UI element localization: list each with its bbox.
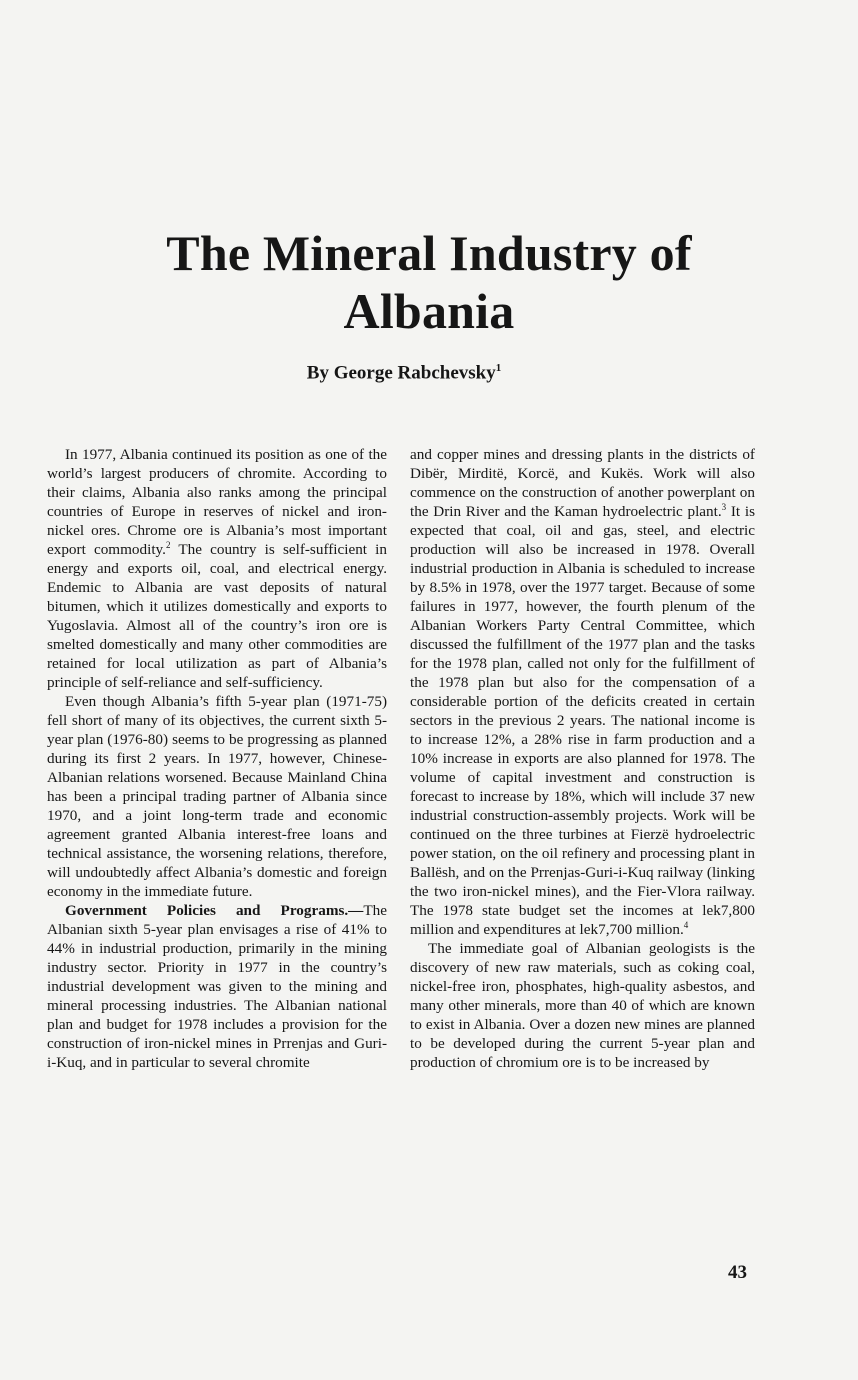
paragraph-government-policies-body: The Albanian sixth 5-year plan envisages a rise of 41% to 44% in industrial production, primarily in the mining industry sector. Priority in 1977 in the country’s industrial development was given to the mining and mineral processing industries. The Albanian national plan and budget for 1978 includes a provision for the construction of iron-nickel mines in Prrenjas and Guri-i-Kuq, and in particular to several chromite <box>47 902 387 1071</box>
article-title-line-1: The Mineral Industry of <box>166 225 692 281</box>
author-byline <box>0 362 808 384</box>
article-title-line-2: Albania <box>343 283 515 339</box>
author-footnote-mark: 1 <box>495 362 502 374</box>
paragraph-continued-plan <box>410 445 755 939</box>
paragraph-five-year-plan: Even though Albania’s fifth 5-year plan (1971-75) fell short of many of its objectives, the current sixth 5-year plan (1976-80) seems to be progressing as planned during its first 2 years. In 1977, however, Chinese-Albanian relations worsened. Because Mainland China has been a principal trading partner of Albania since 1970, and a joint long-term trade and economic agreement granted Albania interest-free loans and technical assistance, the worsening relations, therefore, will undoubtedly affect Albania’s domestic and foreign economy in the immediate future. <box>47 693 387 900</box>
footnote-mark-2: 2 <box>165 539 171 550</box>
author-byline-text: By George Rabchevsky <box>306 362 496 384</box>
paragraph-continued-part-a: and copper mines and dressing plants in the districts of Dibër, Mirditë, Korcë, and Kukës. Work will also commence on the construction of another powerplant on the Drin River and the Kaman hydroelectric plant. <box>410 446 755 520</box>
footnote-mark-3: 3 <box>721 501 727 512</box>
right-text-column <box>410 445 755 1072</box>
paragraph-intro <box>47 445 387 692</box>
paragraph-government-policies <box>47 901 387 1072</box>
paragraph-intro-part-a: In 1977, Albania continued its position as one of the world’s largest producers of chromite. According to their claims, Albania also ranks among the principal countries of Europe in reserves of nickel and iron-nickel ores. Chrome ore is Albania’s most important export commodity. <box>47 446 387 558</box>
left-text-column <box>47 445 387 1072</box>
page-number: 43 <box>728 1262 747 1283</box>
paragraph-continued-part-b: It is expected that coal, oil and gas, steel, and electric production will also be increased in 1978. Overall industrial production in Albania is scheduled to increase by 8.5% in 1978, over the 1977 target. Because of some failures in 1977, however, the fourth plenum of the Albanian Workers Party Central Committee, which discussed the fulfillment of the 1977 plan and the tasks for the 1978 plan, called not only for the fulfillment of the 1978 plan but also for the compensation of a considerable portion of the deficits created in certain sectors in the previous 2 years. The national income is to increase 12%, a 28% rise in farm production and a 10% increase in exports are also planned for 1978. The volume of capital investment and construction is forecast to increase by 18%, which will include 37 new industrial construction-assembly projects. Work will be continued on the three turbines at Fierzë hydroelectric power station, on the oil refinery and processing plant in Ballësh, and on the Prrenjas-Guri-i-Kuq railway (linking the two iron-nickel mines), and the Fier-Vlora railway. The 1978 state budget set the incomes at lek7,800 million and expenditures at lek7,700 million. <box>410 503 755 938</box>
footnote-mark-4: 4 <box>683 919 689 930</box>
article-title <box>0 224 858 340</box>
paragraph-intro-part-b: The country is self-sufficient in energy and exports oil, coal, and electrical energy. Endemic to Albania are vast deposits of natural bitumen, which it utilizes domestically and exports to Yugoslavia. Almost all of the country’s iron ore is smelted domestically and many other commodities are retained for local utilization as part of Albania’s principle of self-reliance and self-sufficiency. <box>47 541 387 691</box>
section-heading-government-policies: Government Policies and Programs.— <box>65 902 364 919</box>
paragraph-geologists-goal: The immediate goal of Albanian geologists is the discovery of new raw materials, such as coking coal, nickel-free iron, phosphates, high-quality asbestos, and many other minerals, more than 40 of which are known to exist in Albania. Over a dozen new mines are planned to be developed during the current 5-year plan and production of chromium ore is to be increased by <box>410 940 755 1071</box>
